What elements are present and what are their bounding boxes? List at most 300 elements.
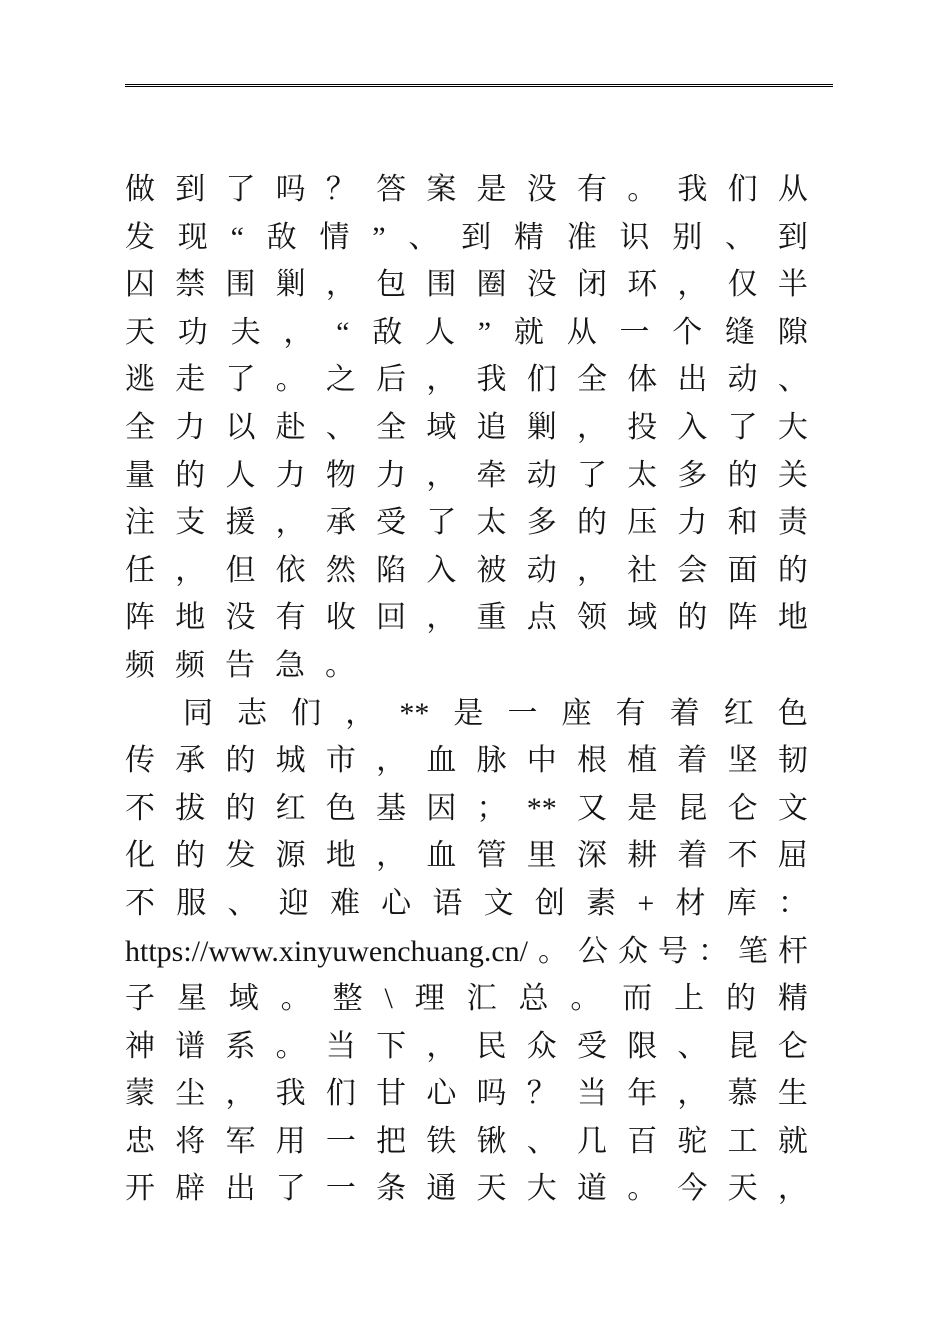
char-cell: 阵 — [125, 601, 155, 635]
char-cell: 投 — [627, 410, 658, 444]
char-cell: 追 — [476, 410, 507, 444]
char-cell: 人 — [425, 315, 456, 349]
header-separator-line — [125, 84, 833, 87]
char-cell: 民 — [476, 1029, 507, 1063]
char-cell: 全 — [125, 410, 155, 444]
char-cell: 然 — [325, 553, 356, 587]
char-cell: 众 — [618, 934, 648, 968]
char-cell: 囚 — [125, 268, 155, 302]
text-line-5 — [125, 356, 808, 404]
char-cell: 。 — [570, 982, 601, 1016]
char-cell: ， — [426, 363, 457, 397]
char-cell: 力 — [175, 410, 206, 444]
char-cell: 回 — [376, 601, 407, 635]
char-cell: 驼 — [677, 1124, 708, 1158]
char-cell: 剿 — [526, 410, 557, 444]
char-cell: 有 — [576, 173, 607, 206]
char-cell: 注 — [125, 506, 155, 540]
char-cell: 缝 — [725, 315, 756, 349]
char-cell: 的 — [225, 791, 256, 825]
char-cell: 不 — [125, 886, 155, 920]
char-cell: 城 — [275, 744, 306, 778]
char-cell: ， — [576, 410, 607, 444]
char-cell: 着 — [669, 696, 700, 730]
char-cell: 从 — [777, 173, 808, 206]
text-line-13 — [125, 737, 808, 785]
text-line-12 — [125, 690, 808, 738]
char-cell: 后 — [376, 363, 407, 397]
char-cell: 志 — [237, 696, 268, 730]
char-cell: 一 — [619, 315, 650, 349]
char-cell: 体 — [627, 363, 658, 397]
char-cell: 关 — [777, 458, 808, 492]
char-cell: 援 — [225, 506, 256, 540]
char-cell: 坚 — [727, 744, 758, 778]
char-cell: ， — [225, 1077, 256, 1111]
char-cell: 因 — [426, 791, 457, 825]
char-cell: 识 — [619, 220, 650, 254]
char-cell: 动 — [526, 458, 557, 492]
char-cell: 多 — [677, 458, 708, 492]
char-cell: 精 — [513, 220, 544, 254]
char-cell: 仅 — [727, 268, 758, 302]
char-cell: 红 — [275, 791, 306, 825]
char-cell: \ — [384, 982, 393, 1016]
char-cell: 就 — [513, 315, 544, 349]
text-line-8 — [125, 499, 808, 547]
char-cell: 们 — [526, 363, 557, 397]
char-cell: 而 — [622, 982, 653, 1016]
char-cell: 子 — [125, 982, 155, 1016]
document-body — [125, 166, 808, 1213]
char-cell: 、 — [677, 1029, 708, 1063]
char-cell: 告 — [225, 648, 255, 682]
char-cell: 条 — [376, 1172, 407, 1206]
text-line-1 — [125, 166, 808, 214]
char-cell: 赴 — [275, 410, 306, 444]
char-cell: “ — [230, 220, 244, 254]
char-cell: 了 — [426, 506, 457, 540]
char-cell: 总 — [518, 982, 549, 1016]
char-cell: 敌 — [372, 315, 403, 349]
char-cell: 血 — [426, 839, 457, 873]
char-cell: 大 — [526, 1172, 557, 1206]
char-cell: 年 — [627, 1077, 658, 1111]
char-cell: 、 — [526, 1124, 557, 1158]
char-cell: 血 — [426, 744, 457, 778]
char-cell: 将 — [175, 1124, 206, 1158]
char-cell: 难 — [329, 886, 360, 920]
char-cell: 工 — [727, 1124, 758, 1158]
char-cell: 从 — [566, 315, 597, 349]
char-cell: 脉 — [476, 744, 507, 778]
char-cell: 之 — [325, 363, 356, 397]
char-cell: “ — [336, 315, 350, 349]
text-line-2 — [125, 214, 808, 262]
char-cell: 是 — [476, 173, 507, 206]
char-cell: 责 — [777, 506, 808, 540]
char-cell: ， — [283, 315, 314, 349]
char-cell: 地 — [325, 839, 356, 873]
text-line-11 — [125, 642, 808, 690]
text-line-15 — [125, 832, 808, 880]
char-cell: 昆 — [677, 791, 708, 825]
char-cell: 仑 — [727, 791, 758, 825]
char-cell: 、 — [227, 886, 258, 920]
char-cell: 没 — [225, 601, 256, 635]
char-cell: 物 — [325, 458, 356, 492]
char-cell: 市 — [325, 744, 356, 778]
char-cell: 发 — [125, 220, 155, 254]
char-cell: 压 — [627, 506, 658, 540]
char-cell: 昆 — [727, 1029, 758, 1063]
char-cell: 耕 — [627, 839, 658, 873]
char-cell: 域 — [627, 601, 658, 635]
char-cell: 阵 — [727, 601, 758, 635]
char-cell: 任 — [125, 553, 155, 587]
char-cell: 出 — [677, 363, 708, 397]
char-cell: 。 — [627, 1172, 658, 1206]
char-cell: 别 — [672, 220, 703, 254]
char-cell: 、 — [325, 410, 356, 444]
char-cell: 入 — [677, 410, 708, 444]
char-cell: 屈 — [777, 839, 808, 873]
char-cell: ， — [426, 601, 457, 635]
char-cell: 。 — [538, 934, 568, 968]
char-cell: 逃 — [125, 363, 155, 397]
char-cell: ， — [325, 268, 356, 302]
char-cell: 被 — [476, 553, 507, 587]
char-cell: 我 — [275, 1077, 306, 1111]
char-cell: 一 — [507, 696, 538, 730]
char-cell: 量 — [125, 458, 155, 492]
char-cell: 源 — [275, 839, 306, 873]
char-cell: 化 — [125, 839, 155, 873]
char-cell: 尘 — [175, 1077, 206, 1111]
char-cell: 地 — [777, 601, 808, 635]
char-cell: 理 — [414, 982, 445, 1016]
char-cell: 夫 — [230, 315, 261, 349]
char-cell: 依 — [275, 553, 306, 587]
char-cell: ** — [526, 791, 557, 825]
text-line-20 — [125, 1070, 808, 1118]
char-cell: ” — [477, 315, 492, 349]
char-cell: 慕 — [727, 1077, 758, 1111]
char-cell: 谱 — [175, 1029, 206, 1063]
char-cell: 们 — [325, 1077, 356, 1111]
char-cell: 们 — [727, 173, 758, 206]
char-cell: 域 — [228, 982, 259, 1016]
char-cell: 领 — [576, 601, 607, 635]
char-cell: ” — [372, 220, 386, 254]
char-cell: 功 — [177, 315, 208, 349]
char-cell: 几 — [576, 1124, 607, 1158]
char-cell: 星 — [176, 982, 207, 1016]
char-cell: 吗 — [275, 173, 306, 206]
char-cell: 的 — [175, 839, 206, 873]
char-cell: ， — [275, 506, 306, 540]
char-cell: 频 — [175, 648, 205, 682]
text-line-6 — [125, 404, 808, 452]
text-line-16 — [125, 880, 808, 928]
char-cell: 生 — [777, 1077, 808, 1111]
char-cell: 圈 — [476, 268, 507, 302]
char-cell: + — [637, 886, 655, 920]
char-cell: 杆 — [778, 934, 808, 968]
char-cell: 。 — [280, 982, 311, 1016]
char-cell: 精 — [777, 982, 808, 1016]
char-cell: 着 — [677, 744, 708, 778]
char-cell: 点 — [526, 601, 557, 635]
char-cell: 闭 — [576, 268, 607, 302]
char-cell: 。 — [325, 648, 355, 682]
char-cell: 锹 — [476, 1124, 507, 1158]
char-cell: 力 — [376, 458, 407, 492]
char-cell: 的 — [225, 744, 256, 778]
char-cell: 隙 — [777, 315, 808, 349]
char-cell: 今 — [677, 1172, 708, 1206]
char-cell: 到 — [777, 220, 808, 254]
char-cell: 了 — [225, 363, 256, 397]
char-cell: 植 — [627, 744, 658, 778]
char-cell: 根 — [576, 744, 607, 778]
char-cell: 到 — [461, 220, 492, 254]
text-line-10 — [125, 594, 808, 642]
char-cell: 用 — [275, 1124, 306, 1158]
char-cell: 韧 — [777, 744, 808, 778]
char-cell: 拔 — [175, 791, 206, 825]
char-cell: 的 — [175, 458, 206, 492]
char-cell: 域 — [426, 410, 457, 444]
char-cell: 心 — [426, 1077, 457, 1111]
char-cell: 们 — [291, 696, 322, 730]
char-cell: 陷 — [376, 553, 407, 587]
char-cell: 受 — [576, 1029, 607, 1063]
text-line-21 — [125, 1118, 808, 1166]
char-cell: 不 — [727, 839, 758, 873]
char-cell: 人 — [225, 458, 256, 492]
char-cell: 。 — [627, 173, 658, 206]
char-cell: 太 — [476, 506, 507, 540]
char-cell: 天 — [727, 1172, 758, 1206]
char-cell: 色 — [325, 791, 356, 825]
char-cell: 大 — [777, 410, 808, 444]
char-cell: 发 — [225, 839, 256, 873]
text-line-19 — [125, 1023, 808, 1071]
char-cell: 、 — [777, 363, 808, 397]
char-cell: 有 — [615, 696, 646, 730]
char-cell: 材 — [675, 886, 706, 920]
char-cell: 中 — [526, 744, 557, 778]
char-cell: 社 — [627, 553, 658, 587]
char-cell: 语 — [432, 886, 463, 920]
char-cell: 入 — [426, 553, 457, 587]
char-cell: 承 — [325, 506, 356, 540]
char-cell: ； — [476, 791, 507, 825]
char-cell: 公 — [578, 934, 608, 968]
char-cell: 库 — [726, 886, 757, 920]
char-cell: 出 — [225, 1172, 256, 1206]
text-line-4 — [125, 309, 808, 357]
char-cell: 座 — [561, 696, 592, 730]
char-cell: 了 — [576, 458, 607, 492]
char-cell: 了 — [727, 410, 758, 444]
char-cell: 急 — [275, 648, 305, 682]
char-cell: 了 — [225, 173, 256, 206]
char-cell: 吗 — [476, 1077, 507, 1111]
char-cell: https://www.xinyuwenchuang.cn/ — [125, 934, 528, 968]
text-line-3 — [125, 261, 808, 309]
char-cell: ， — [576, 553, 607, 587]
char-cell: 下 — [376, 1029, 407, 1063]
char-cell: 一 — [325, 1124, 356, 1158]
char-cell: ， — [376, 839, 407, 873]
char-cell: 个 — [672, 315, 703, 349]
char-cell: 仑 — [777, 1029, 808, 1063]
char-cell: 又 — [576, 791, 607, 825]
char-cell: 收 — [325, 601, 356, 635]
char-cell: 号 — [658, 934, 688, 968]
char-cell: 做 — [125, 173, 155, 206]
char-cell: 全 — [576, 363, 607, 397]
char-cell: 但 — [225, 553, 256, 587]
char-cell: 当 — [576, 1077, 607, 1111]
char-cell: 深 — [576, 839, 607, 873]
char-cell: ： — [698, 934, 728, 968]
char-cell: ， — [426, 458, 457, 492]
char-cell: 多 — [526, 506, 557, 540]
char-cell: ？ — [325, 173, 356, 206]
char-cell: 支 — [175, 506, 206, 540]
char-cell: 是 — [453, 696, 484, 730]
char-cell: ， — [777, 1172, 808, 1206]
char-cell: 素 — [586, 886, 617, 920]
char-cell: 不 — [125, 791, 155, 825]
char-cell: 通 — [426, 1172, 457, 1206]
char-cell: 面 — [727, 553, 758, 587]
char-cell: 。 — [275, 1029, 306, 1063]
char-cell: ** — [399, 696, 430, 730]
char-cell: ， — [426, 1029, 457, 1063]
char-cell: 动 — [727, 363, 758, 397]
char-cell: 创 — [534, 886, 565, 920]
char-cell: 传 — [125, 744, 155, 778]
char-cell: 禁 — [175, 268, 206, 302]
char-cell: 的 — [777, 553, 808, 587]
char-cell: 管 — [476, 839, 507, 873]
char-cell: 的 — [727, 458, 758, 492]
char-cell: 就 — [777, 1124, 808, 1158]
char-cell: 到 — [175, 173, 206, 206]
char-cell: 把 — [376, 1124, 407, 1158]
char-cell: ： — [777, 886, 808, 920]
char-cell: 受 — [376, 506, 407, 540]
text-line-18 — [125, 975, 808, 1023]
char-cell: 忠 — [125, 1124, 155, 1158]
char-cell: 众 — [526, 1029, 557, 1063]
char-cell: 牵 — [476, 458, 507, 492]
char-cell: 案 — [426, 173, 457, 206]
char-cell: 现 — [177, 220, 208, 254]
char-cell: 上 — [674, 982, 705, 1016]
char-cell: 迎 — [278, 886, 309, 920]
char-cell: 服 — [176, 886, 207, 920]
char-cell: 承 — [175, 744, 206, 778]
char-cell: 红 — [723, 696, 754, 730]
char-cell: ， — [677, 1077, 708, 1111]
char-cell: ， — [175, 553, 206, 587]
char-cell: 文 — [483, 886, 514, 920]
text-line-17 — [125, 928, 808, 976]
char-cell: 答 — [376, 173, 407, 206]
char-cell: 心 — [381, 886, 412, 920]
char-cell: 我 — [476, 363, 507, 397]
char-cell: 文 — [777, 791, 808, 825]
char-cell: 、 — [725, 220, 756, 254]
char-cell: 包 — [376, 268, 407, 302]
char-cell: 百 — [627, 1124, 658, 1158]
char-cell: 天 — [125, 315, 155, 349]
char-cell: 道 — [576, 1172, 607, 1206]
char-cell: 着 — [677, 839, 708, 873]
char-cell: ？ — [526, 1077, 557, 1111]
char-cell: 和 — [727, 506, 758, 540]
char-cell: 军 — [225, 1124, 256, 1158]
char-cell: ， — [677, 268, 708, 302]
char-cell: 汇 — [466, 982, 497, 1016]
char-cell: 会 — [677, 553, 708, 587]
text-line-9 — [125, 547, 808, 595]
char-cell: 全 — [376, 410, 407, 444]
char-cell: 限 — [627, 1029, 658, 1063]
char-cell: 地 — [175, 601, 206, 635]
char-cell: 的 — [726, 982, 757, 1016]
char-cell: 有 — [275, 601, 306, 635]
char-cell: 基 — [376, 791, 407, 825]
char-cell: 情 — [319, 220, 350, 254]
char-cell: 天 — [476, 1172, 507, 1206]
char-cell: 半 — [777, 268, 808, 302]
char-cell: 围 — [426, 268, 457, 302]
char-cell: 动 — [526, 553, 557, 587]
char-cell: 里 — [526, 839, 557, 873]
char-cell: 蒙 — [125, 1077, 155, 1111]
char-cell: 铁 — [426, 1124, 457, 1158]
char-cell: 了 — [275, 1172, 306, 1206]
char-cell: 。 — [275, 363, 306, 397]
char-cell: 我 — [677, 173, 708, 206]
char-cell: 一 — [325, 1172, 356, 1206]
char-cell: 开 — [125, 1172, 155, 1206]
char-cell: 太 — [627, 458, 658, 492]
char-cell: 频 — [125, 648, 155, 682]
char-cell: 力 — [677, 506, 708, 540]
char-cell: 辟 — [175, 1172, 206, 1206]
char-cell: 是 — [627, 791, 658, 825]
char-cell: 走 — [175, 363, 206, 397]
char-cell: 力 — [275, 458, 306, 492]
char-cell: 没 — [526, 173, 557, 206]
char-cell: 甘 — [376, 1077, 407, 1111]
char-cell: 剿 — [275, 268, 306, 302]
char-cell: 以 — [225, 410, 256, 444]
text-line-14 — [125, 785, 808, 833]
text-line-7 — [125, 452, 808, 500]
char-cell: 神 — [125, 1029, 155, 1063]
char-cell: 敌 — [266, 220, 297, 254]
char-cell: 整 — [332, 982, 363, 1016]
char-cell: ， — [345, 696, 376, 730]
